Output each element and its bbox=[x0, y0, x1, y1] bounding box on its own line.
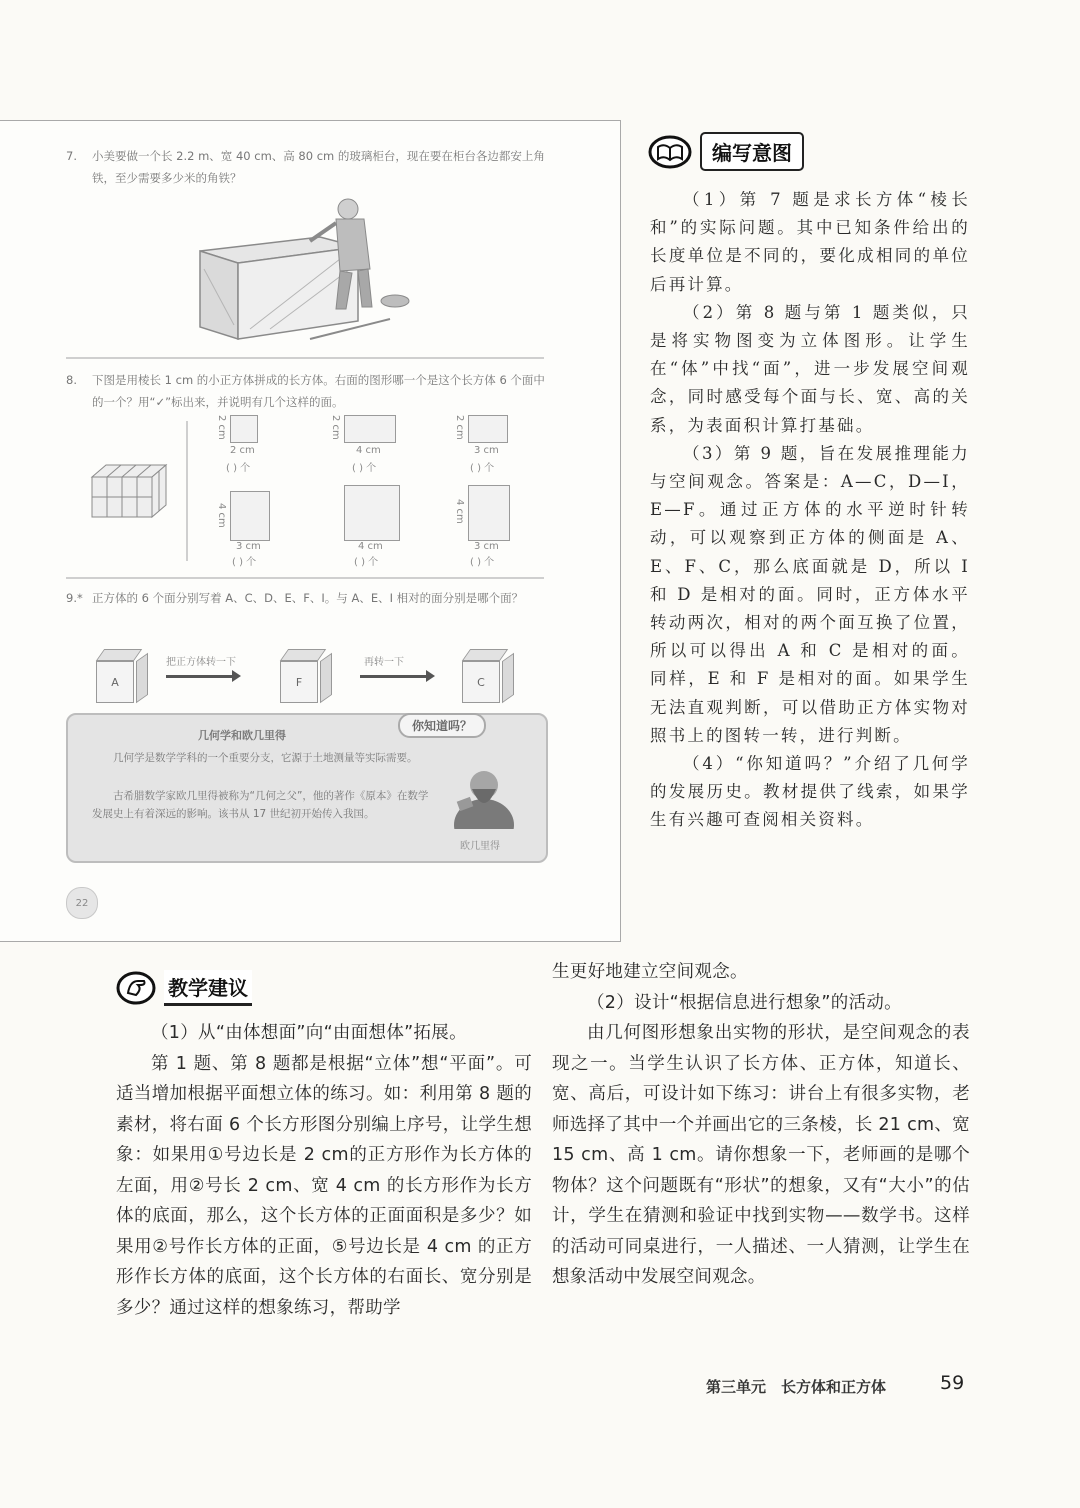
arrow-right-icon bbox=[166, 675, 236, 678]
q8-cuboid-figure bbox=[90, 463, 170, 519]
intent-paragraph-1: （1）第 7 题是求长方体“棱长和”的实际问题。其中已知条件给出的长度单位是不同的，要化成相同的单位后再计算。 bbox=[650, 190, 970, 294]
footer-page-number: 59 bbox=[940, 1372, 965, 1394]
q9-cube-2: F bbox=[280, 649, 340, 705]
intent-paragraph-2: （2）第 8 题与第 1 题类似，只是将实物图变为立体图形。让学生在“体”中找“面”，进一步发展空间观念，同时感受每个面与长、宽、高的关系，为表面积计算打基础。 bbox=[650, 302, 970, 435]
open-book-icon bbox=[648, 135, 692, 169]
suggestions-right-column bbox=[552, 957, 970, 1293]
q8-number: 8. bbox=[66, 373, 77, 387]
q9-cube-1: A bbox=[96, 649, 156, 705]
suggestion-left-paragraph-1: （1）从“由体想面”向“由面想体”拓展。 bbox=[151, 1023, 467, 1043]
q9-arrow-2-label: 再转一下 bbox=[364, 657, 404, 668]
teaching-hand-icon bbox=[116, 971, 156, 1005]
embedded-textbook-page bbox=[0, 120, 621, 942]
intent-paragraph-4: （4）“你知道吗？”介绍了几何学的发展历史。教材提供了线索，如果学生有兴趣可查阅相关资料。 bbox=[650, 754, 970, 830]
footer-unit-title: 第三单元 长方体和正方体 bbox=[706, 1378, 887, 1396]
suggestions-left-column bbox=[116, 1018, 532, 1323]
divider bbox=[66, 357, 544, 359]
q8-text: 下图是用棱长 1 cm 的小正方体拼成的长方体。右面的图形哪一个是这个长方体 6 个面中的一个？用“✓”标出来，并说明有几个这样的面。 bbox=[92, 373, 545, 409]
intent-paragraph-3: （3）第 9 题，旨在发展推理能力与空间观念。答案是：A—C，D—I，E—F。通过正方体的水平逆时针转动，可以观察到正方体的侧面是 A、E、F、C，那么底面就是 D，所以 I 和 D 是相对的面。同时，正方体水平转动两次，相对的两个面互换了位置，所以可以得出 A 和 C 是相对的面。同样，E 和 F 是相对的面。如果学生无法直观判断，可以借助正方体实物对照书上的图转一转，进行判断。 bbox=[650, 443, 970, 745]
arrow-right-icon bbox=[360, 675, 430, 678]
intent-heading bbox=[648, 132, 804, 171]
q9-text: 正方体的 6 个面分别写着 A、C、D、E、F、I。与 A、E、I 相对的面分别是哪个面？ bbox=[92, 591, 524, 605]
q8-divider bbox=[186, 421, 188, 561]
suggestions-heading bbox=[116, 970, 252, 1006]
portrait-caption: 欧几里得 bbox=[460, 841, 500, 852]
suggestion-right-paragraph-1: 生更好地建立空间观念。 bbox=[552, 962, 748, 982]
did-you-know-paragraph-1: 几何学是数学学科的一个重要分支，它源于土地测量等实际需要。 bbox=[113, 752, 418, 764]
did-you-know-box bbox=[66, 713, 548, 863]
q8-shape-2: 2 cm 4 cm ( ) 个 bbox=[330, 413, 430, 477]
q7-number: 7. bbox=[66, 149, 77, 163]
suggestion-right-paragraph-2: （2）设计“根据信息进行想象”的活动。 bbox=[587, 992, 902, 1013]
q8-shape-6: 4 cm 3 cm ( ) 个 bbox=[454, 483, 554, 569]
suggestion-left-paragraph-2: 第 1 题、第 8 题都是根据“立体”想“平面”。可适当增加根据平面想立体的练习。如：利用第 8 题的素材，将右面 6 个长方形图分别编上序号，让学生想象：如果用①号边长是 2 cm的正方形作为长方体的左面，用②号长 2 cm、宽 4 cm 的长方形作为长方体的底面，那么，这个长方体的正面面积是多少？如果用②号作长方体的正面，⑤号边长是 4 cm 的正方形作长方体的底面，这个长方体的右面长、宽分别是多少？通过这样的想象练习，帮助学 bbox=[116, 1053, 532, 1318]
arrow-head-icon bbox=[232, 670, 241, 682]
did-you-know-paragraph-2: 古希腊数学家欧几里得被称为“几何之父”，他的著作《原本》在数学发展史上有着深远的影响。该书从 17 世纪初开始传入我国。 bbox=[92, 790, 429, 820]
did-you-know-title: 几何学和欧几里得 bbox=[198, 729, 286, 742]
q8-shape-5: 4 cm ( ) 个 bbox=[330, 483, 430, 569]
q9-number: 9.* bbox=[66, 591, 83, 605]
q8-shape-1: 2 cm 2 cm ( ) 个 bbox=[216, 413, 316, 477]
intent-heading-text: 编写意图 bbox=[700, 132, 804, 171]
suggestion-right-paragraph-3: 由几何图形想象出实物的形状，是空间观念的表现之一。当学生认识了长方体、正方体，知道长、宽、高后，可设计如下练习：讲台上有很多实物，老师选择了其中一个并画出它的三条棱，长 21 cm、宽 15 cm、高 1 cm。请你想象一下，老师画的是哪个物体？这个问题既有“形状”的想象，又有“大小”的估计，学生在猜测和验证中找到实物——数学书。这样的活动可同桌进行，一人描述、一人猜测，让学生在想象活动中发展空间观念。 bbox=[552, 1023, 970, 1287]
arrow-head-icon bbox=[426, 670, 435, 682]
divider bbox=[66, 577, 544, 579]
q9-arrow-1-label: 把正方体转一下 bbox=[166, 657, 236, 668]
euclid-portrait bbox=[454, 759, 514, 829]
q7-text: 小美要做一个长 2.2 m、宽 40 cm、高 80 cm 的玻璃柜台，现在要在柜台各边都安上角铁，至少需要多少米的角铁？ bbox=[92, 149, 545, 185]
intent-content bbox=[650, 186, 970, 835]
q7-illustration bbox=[190, 189, 440, 349]
suggestions-heading-text: 教学建议 bbox=[164, 970, 252, 1006]
q8-shape-3: 2 cm 3 cm ( ) 个 bbox=[454, 413, 554, 477]
q8-shape-4: 4 cm 3 cm ( ) 个 bbox=[216, 489, 316, 569]
embedded-page-number: 22 bbox=[66, 887, 98, 919]
q9-cube-3: C bbox=[462, 649, 522, 705]
did-you-know-badge: 你知道吗？ bbox=[398, 713, 486, 738]
